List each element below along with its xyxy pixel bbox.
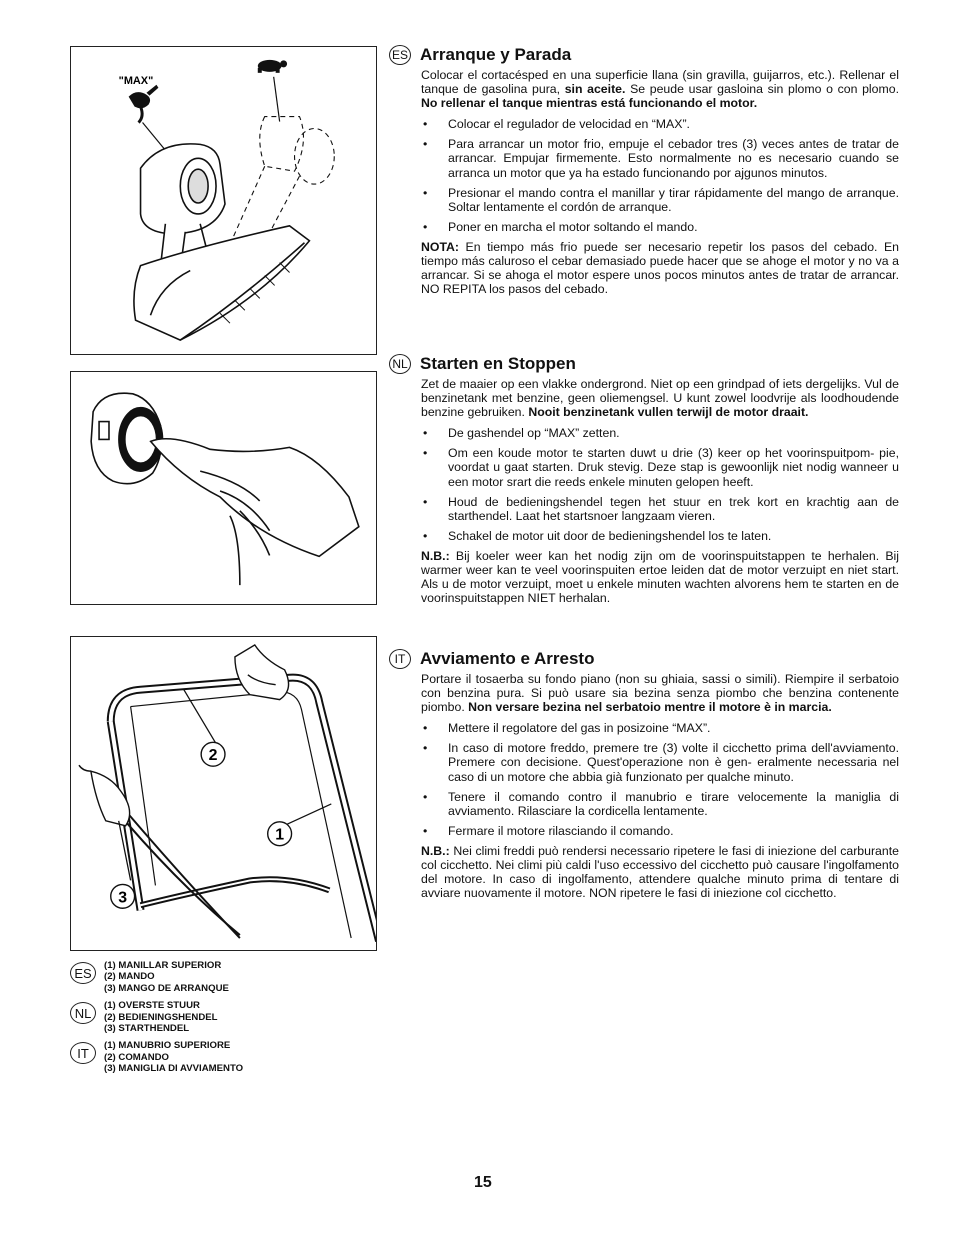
figure-primer-bulb <box>70 371 377 605</box>
lang-badge-nl: NL <box>70 1002 96 1024</box>
list-item: • In caso di motore freddo, premere tre (3) volte il cicchetto prima dell'avviamento. Premere con decisione. Quest'operazione non è gen- eralmente necessaria nel caso di un motore che abbia già funzionato per qualche minuto. <box>421 741 899 783</box>
legend-item: (3) MANGO DE ARRANQUE <box>104 982 229 994</box>
list-item: • Presionar el mando contra el manillar y tirar rápidamente del mango de arranque. Soltar lentamente el cordón de arranque. <box>421 186 899 214</box>
section-intro: Zet de maaier op een vlakke ondergrond. Niet op een grindpad of iets dergelijks. Vul de benzinetank met benzine, geen oliemengsel. U kunt zowel loodvrije als loodhoudende benzine gebruiken. Nooit benzinetank vullen terwijl de motor draait. <box>421 377 899 420</box>
lang-badge-es: ES <box>70 962 96 984</box>
rabbit-icon <box>129 85 159 123</box>
section-title: Arranque y Parada <box>420 45 572 64</box>
list-item: • Tenere il comando contro il manubrio e tirare velocemente la maniglia di avviamento. Rilasciare la cordicella lentamente. <box>421 790 899 818</box>
legend-item: (3) MANIGLIA DI AVVIAMENTO <box>104 1063 244 1075</box>
primer-bulb <box>91 393 162 484</box>
legend-item: (2) COMANDO <box>104 1051 170 1063</box>
list-item: • Om een koude motor te starten duwt u drie (3) keer op het voorinspuitpom- pie, voordat u gaat starten. Druk stevig. Deze stap is gewoonlijk niet nodig wanneer u een motor srart die reeds enkele minuten gelopen heeft. <box>421 446 899 488</box>
callout-1 <box>268 822 292 846</box>
svg-text:3: 3 <box>118 889 128 907</box>
throttle-lever-illustration <box>71 47 376 354</box>
section-note: NOTA: En tiempo más frio puede ser necesario repetir los pasos del cebado. En tiempo más caluroso el cebar demasiado puede hacer que se ahoge el motor y no va a arrancar. Si se ahoga el motor espere unos pocos minutos antes de tratar de arrancar. NO REPITA los pasos del cebado. <box>421 239 899 297</box>
section-note: N.B.: Nei climi freddi può rendersi necessario ripetere le fasi di iniezione del carburante col cicchetto. Nei climi più caldi l'uso eccessivo del cicchetto può causare l'ingolfamento del motore. In caso di ingolfamento, attendere qualche minuto prima di tentare di avviare nuovamente il motore. NON ripetere le fasi di iniezione col cicchetto. <box>421 843 899 901</box>
section-es <box>389 45 899 296</box>
list-item: • Houd de bedieningshendel tegen het stuur en trek kort en krachtig aan de starthendel. Laat het startsnoer langzaam vieren. <box>421 495 899 523</box>
legend-item: (1) MANUBRIO SUPERIORE <box>104 1040 231 1052</box>
list-item: • Poner en marcha el motor soltando el mando. <box>421 220 899 234</box>
steps-list <box>421 721 899 838</box>
section-title: Avviamento e Arresto <box>420 649 595 668</box>
legend-item: (2) MANDO <box>104 971 155 983</box>
figure-handle-controls <box>70 636 377 951</box>
list-item: • Colocar el regulador de velocidad en “MAX”. <box>421 117 899 131</box>
list-item: • Para arrancar un motor frio, empuje el cebador tres (3) veces antes de tratar de arrancar. Empujar firmemente. Esto normalmente no es necesario cuando se arranca un motor que ya ha estado funcionando por ajgunos minutos. <box>421 137 899 179</box>
figure-throttle-lever <box>70 46 377 355</box>
list-item: • Mettere il regolatore del gas in posizoine “MAX”. <box>421 721 899 735</box>
callout-3 <box>111 884 135 908</box>
legend-es <box>70 960 370 994</box>
lang-badge-it: IT <box>70 1042 96 1064</box>
legend-item: (3) STARTHENDEL <box>104 1023 190 1035</box>
section-title: Starten en Stoppen <box>420 354 576 373</box>
section-it <box>389 649 899 900</box>
section-note: N.B.: Bij koeler weer kan het nodig zijn om de voorinspuitstappen te herhalen. Bij warmer weer kan te veel voorinspuiten ertoe leiden dat de motor verzuipt en niet start. Als u de motor verzuipt, moet u enkele minuten wachten alvorens hem te starten en de voorinspuitstappen NIET herhalan. <box>421 548 899 606</box>
section-intro: Portare il tosaerba su fondo piano (non su ghiaia, sassi o simili). Riempire il serbatoio con benzina pura. Si può usare sia bezina senza piombo che benzina contenente piombo. Non versare bezina nel serbatoio mentre il motore è in marcia. <box>421 672 899 715</box>
svg-text:2: 2 <box>208 747 218 765</box>
svg-text:1: 1 <box>275 826 285 844</box>
max-label: "MAX" <box>118 74 154 87</box>
list-item: • Schakel de motor uit door de bedieningshendel los te laten. <box>421 529 899 543</box>
hand-pressing <box>151 439 359 585</box>
lang-badge-it: IT <box>389 649 411 669</box>
figure-legend <box>70 960 370 1081</box>
legend-item: (1) OVERSTE STUUR <box>104 1000 200 1012</box>
page-number: 15 <box>474 1174 492 1191</box>
lang-badge-es: ES <box>389 45 411 65</box>
callout-2 <box>201 742 225 766</box>
legend-item: (2) BEDIENINGSHENDEL <box>104 1011 218 1023</box>
section-intro: Colocar el cortacésped en una superficie llana (sin gravilla, guijarros, etc.). Rellenar el tanque de gasolina pura, sin aceite. Se peude usar gasloina sin plomo o con plomo. No rellenar el tanque mientras está funcionando el motor. <box>421 68 899 111</box>
legend-it <box>70 1040 370 1074</box>
steps-list <box>421 426 899 543</box>
legend-nl <box>70 1000 370 1034</box>
legend-item: (1) MANILLAR SUPERIOR <box>104 960 222 971</box>
list-item: • De gashendel op “MAX” zetten. <box>421 426 899 440</box>
turtle-icon <box>258 60 287 73</box>
lang-badge-nl: NL <box>389 354 411 374</box>
section-nl <box>389 354 899 605</box>
steps-list <box>421 117 899 234</box>
primer-bulb-illustration <box>71 372 376 604</box>
list-item: • Fermare il motore rilasciando il comando. <box>421 824 899 838</box>
handle-illustration <box>71 637 376 950</box>
